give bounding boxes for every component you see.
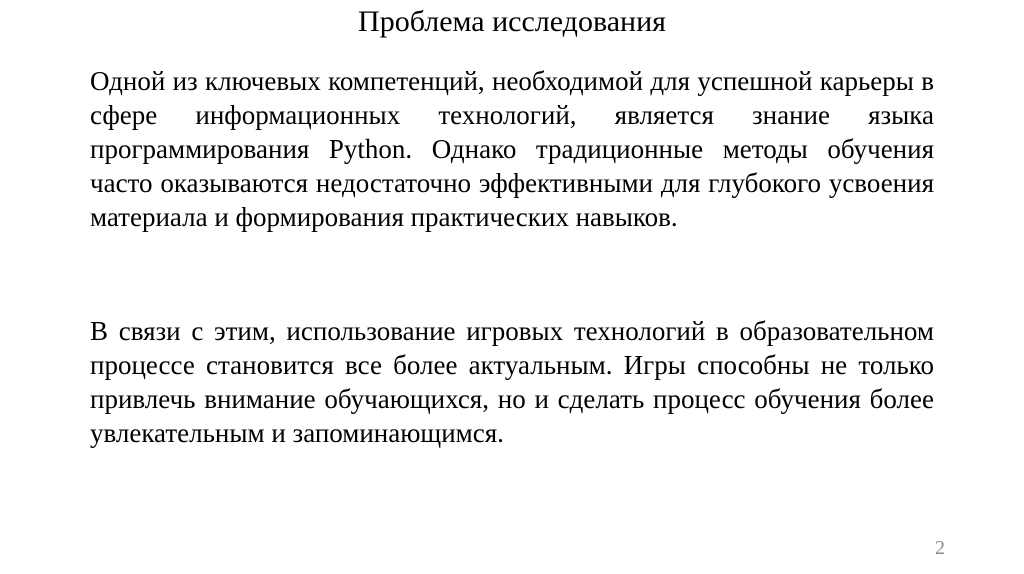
body-paragraph-2: В связи с этим, использование игровых технологий в образовательном процессе становится все более актуальным. Игры способны не только привлечь внимание обучающихся, но и сделать процесс обучения более увлекательным и запоминающимся.	[90, 316, 934, 448]
page-number: 2	[935, 537, 945, 559]
slide-title: Проблема исследования	[358, 5, 666, 38]
body-paragraph-1: Одной из ключевых компетенций, необходимой для успешной карьеры в сфере информационных технологий, является знание языка программирования Python. Однако традиционные методы обучения часто оказываются недостаточно эффективными для глубокого усвоения материала и формирования практических навыков.	[90, 66, 934, 232]
